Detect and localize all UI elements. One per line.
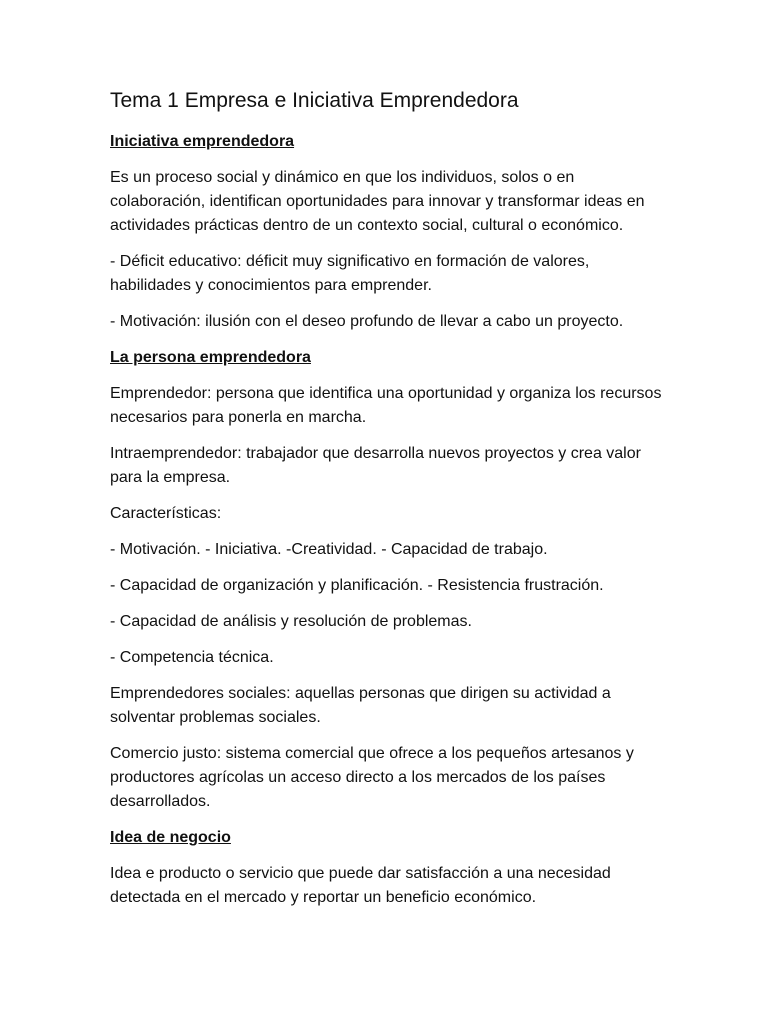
- document-title: Tema 1 Empresa e Iniciativa Emprendedora: [110, 89, 519, 112]
- paragraph: Características:: [110, 505, 222, 522]
- paragraph: Emprendedores sociales: aquellas personas que dirigen su actividad a solventar problemas sociales.: [110, 685, 611, 726]
- paragraph: - Motivación. - Iniciativa. -Creatividad. - Capacidad de trabajo.: [110, 541, 548, 558]
- section-heading-persona: La persona emprendedora: [110, 349, 311, 366]
- paragraph: Comercio justo: sistema comercial que ofrece a los pequeños artesanos y productores agrícolas un acceso directo a los mercados de los países desarrollados.: [110, 745, 634, 810]
- paragraph: Es un proceso social y dinámico en que los individuos, solos o en colaboración, identifican oportunidades para innovar y transformar ideas en actividades prácticas dentro de un contexto social, cultural o económico.: [110, 169, 645, 234]
- paragraph: - Capacidad de organización y planificación. - Resistencia frustración.: [110, 577, 604, 594]
- paragraph: - Déficit educativo: déficit muy significativo en formación de valores, habilidades y conocimientos para emprender.: [110, 253, 590, 294]
- paragraph: - Motivación: ilusión con el deseo profundo de llevar a cabo un proyecto.: [110, 313, 624, 330]
- paragraph: Intraemprendedor: trabajador que desarrolla nuevos proyectos y crea valor para la empresa.: [110, 445, 641, 486]
- paragraph: Idea e producto o servicio que puede dar satisfacción a una necesidad detectada en el mercado y reportar un beneficio económico.: [110, 865, 611, 906]
- paragraph: - Competencia técnica.: [110, 649, 274, 666]
- section-heading-iniciativa: Iniciativa emprendedora: [110, 133, 295, 150]
- section-heading-idea: Idea de negocio: [110, 829, 231, 846]
- paragraph: - Capacidad de análisis y resolución de problemas.: [110, 613, 472, 630]
- paragraph: Emprendedor: persona que identifica una oportunidad y organiza los recursos necesarios para ponerla en marcha.: [110, 385, 662, 426]
